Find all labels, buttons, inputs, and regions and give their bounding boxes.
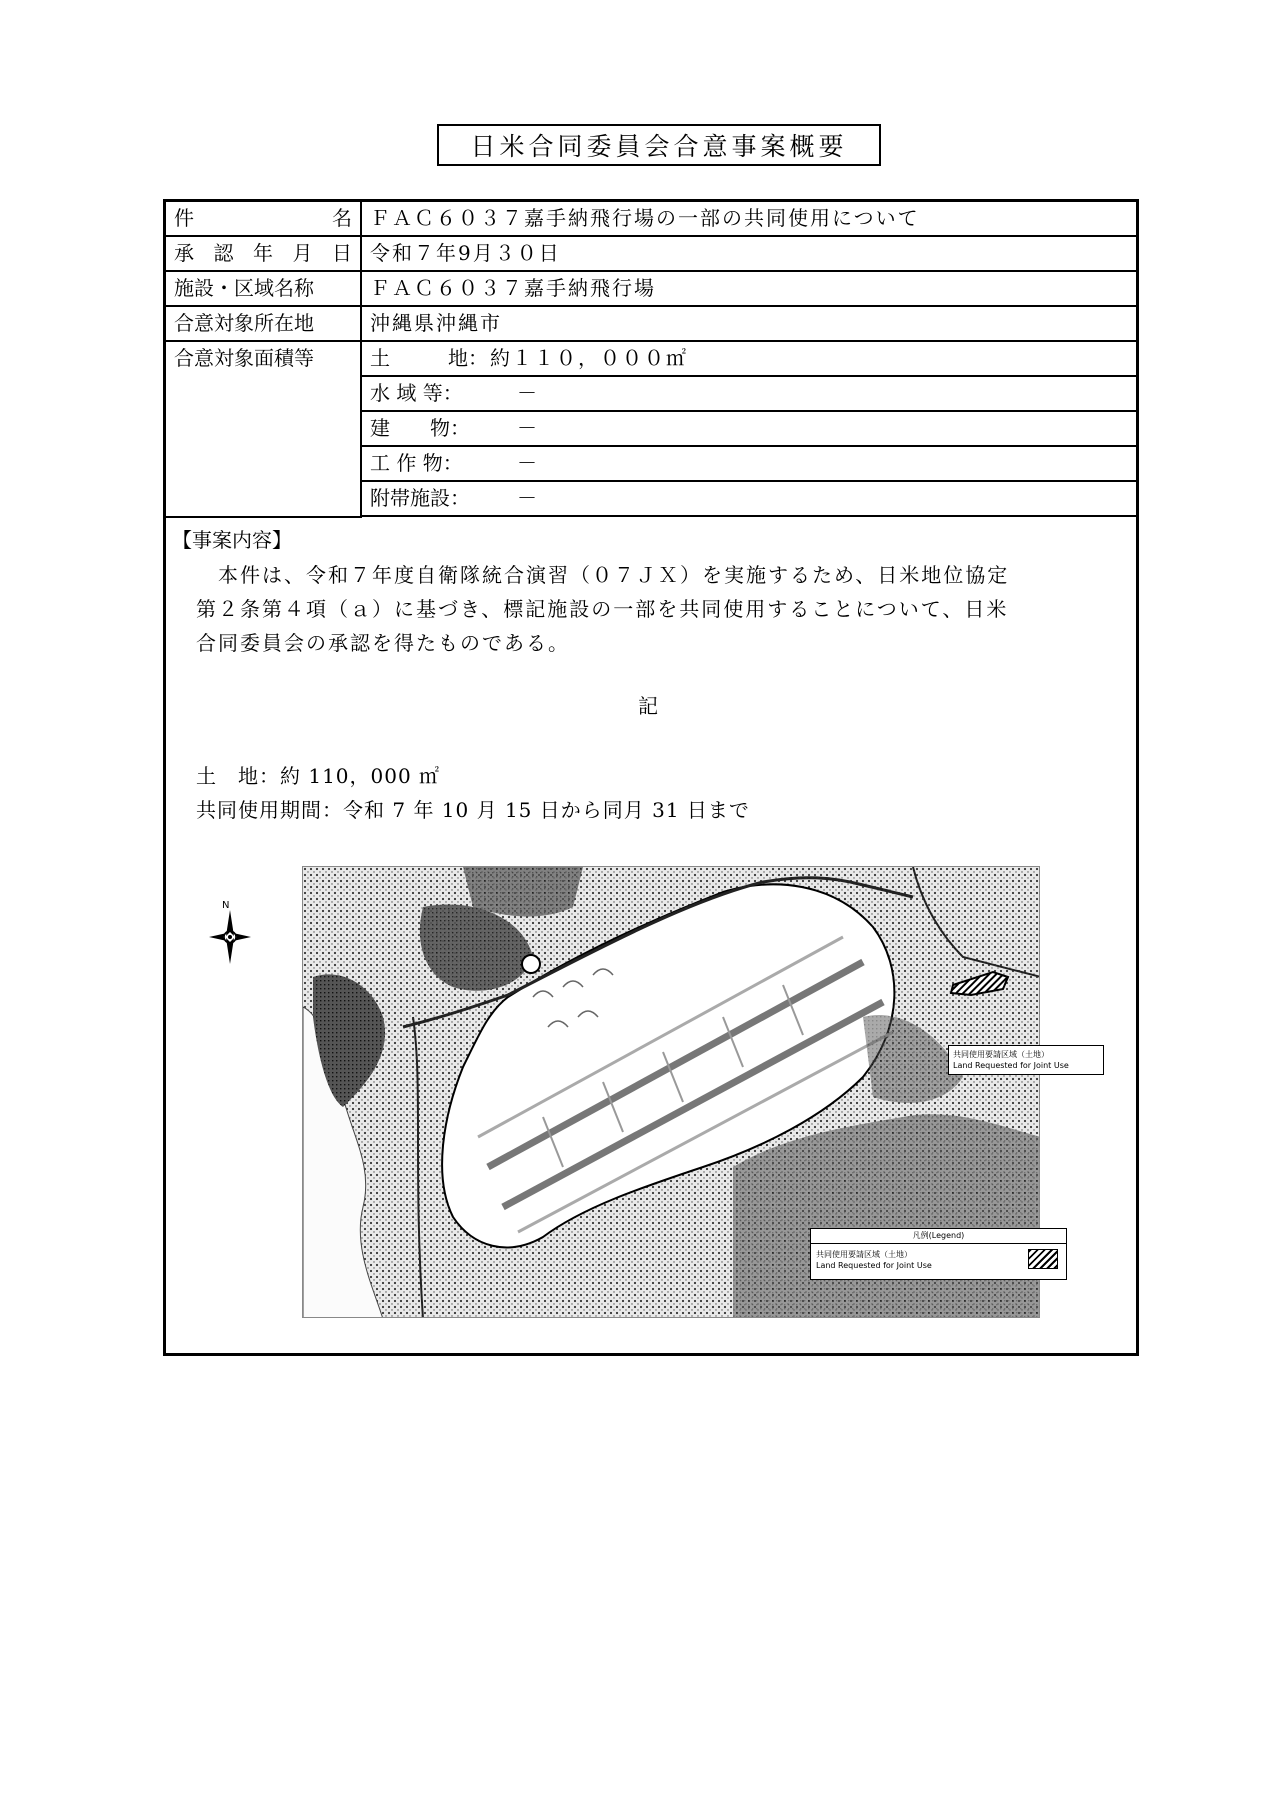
land-area-line: 土 地：約 110，000 ㎡ <box>196 764 441 788</box>
row-subject <box>166 202 1136 237</box>
row-area-structure <box>362 447 1136 482</box>
label-area-water: 水 域 等： <box>370 381 463 405</box>
compass-icon <box>205 902 255 972</box>
value-approval-date: 令和７年9月３０日 <box>370 241 561 265</box>
label-area-annex: 附帯施設： <box>370 486 470 510</box>
legend-text: 共同使用要請区域（土地） Land Requested for Joint Use <box>816 1250 932 1270</box>
content-paragraph: 本件は、令和７年度自衛隊統合演習（０７ＪＸ）を実施するため、日米地位協定 第２条第４項（ａ）に基づき、標記施設の一部を共同使用することについて、日米 合同委員会の承認を得たものである。 <box>196 563 1010 655</box>
label-area-land: 土 地： <box>370 346 488 370</box>
row-approval-date <box>166 237 1136 272</box>
north-label: N <box>222 900 230 911</box>
label-facility: 施設・区域名称 <box>166 272 362 305</box>
map-legend <box>810 1228 1067 1280</box>
row-location <box>166 307 1136 342</box>
row-area-land <box>362 342 1136 377</box>
content-heading: 【事案内容】 <box>172 528 292 552</box>
label-approval-date: 承 認 年 月 日 <box>166 237 362 270</box>
label-area: 合意対象面積等 <box>166 342 362 518</box>
document-title: 日米合同委員会合意事案概要 <box>437 124 881 166</box>
label-area-structure: 工 作 物： <box>370 451 463 475</box>
row-area-building <box>362 412 1136 447</box>
value-facility: ＦＡＣ６０３７嘉手納飛行場 <box>370 276 656 300</box>
joint-use-period-line: 共同使用期間：令和 7 年 10 月 15 日から同月 31 日まで <box>196 798 750 822</box>
label-subject: 件 名 <box>166 202 362 235</box>
ki-mark: 記 <box>638 694 658 718</box>
row-area-water <box>362 377 1136 412</box>
legend-title: 凡例(Legend) <box>811 1229 1066 1244</box>
value-area-annex: － <box>517 486 537 510</box>
label-area-building: 建 物： <box>370 416 470 440</box>
row-facility <box>166 272 1136 307</box>
value-area-water: － <box>517 381 537 405</box>
label-location: 合意対象所在地 <box>166 307 362 340</box>
value-area-land: 約１１０，０００㎡ <box>490 346 688 370</box>
value-location: 沖縄県沖縄市 <box>370 311 502 335</box>
value-area-structure: － <box>517 451 537 475</box>
value-area-building: － <box>517 416 537 440</box>
row-area-annex <box>362 482 1136 517</box>
legend-hatch-swatch <box>1028 1249 1058 1269</box>
value-subject: ＦＡＣ６０３７嘉手納飛行場の一部の共同使用について <box>370 206 920 230</box>
map-callout: 共同使用要請区域（土地） Land Requested for Joint Use <box>948 1045 1104 1075</box>
